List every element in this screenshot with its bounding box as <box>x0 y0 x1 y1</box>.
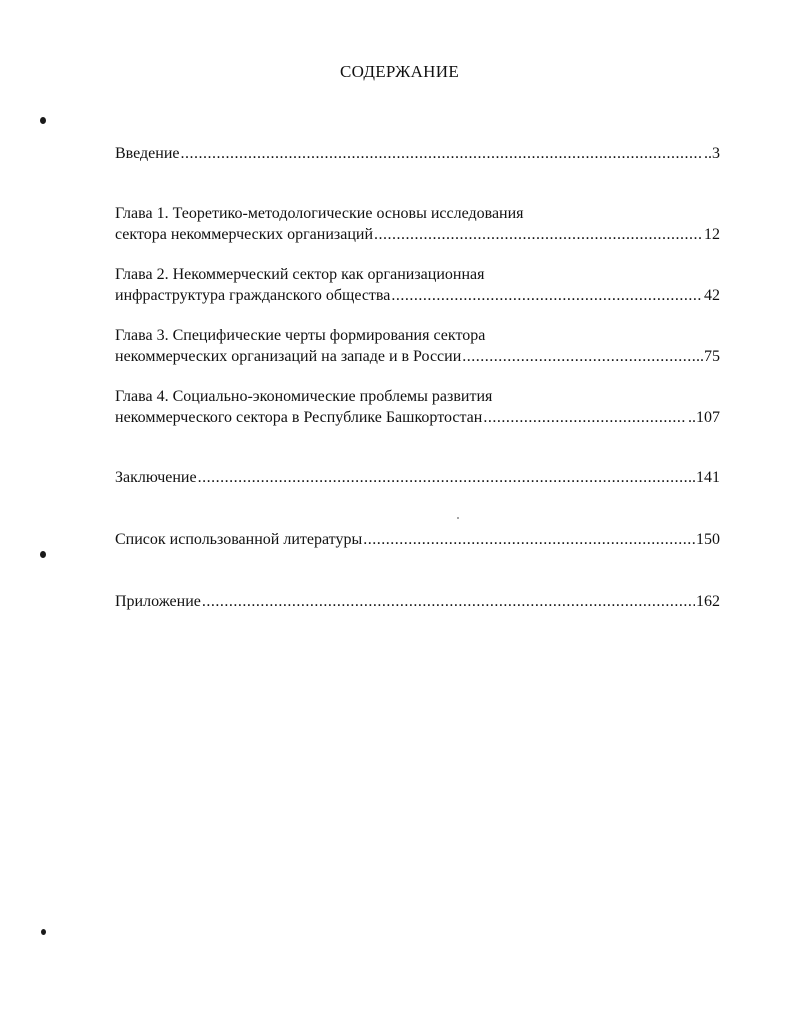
toc-entry-title: Приложение <box>115 593 201 610</box>
toc-page-number: 150 <box>696 531 720 548</box>
toc-page-number: ..75 <box>696 348 720 365</box>
toc-leader-dots <box>181 143 704 164</box>
binding-mark <box>40 551 46 558</box>
toc-entry-title-cont: сектора некоммерческих организаций <box>115 226 373 243</box>
toc-entry-intro[interactable] <box>115 143 720 164</box>
toc-leader-dots <box>198 467 687 488</box>
toc-page-number: 162 <box>696 593 720 610</box>
toc-leader-dots <box>462 346 695 367</box>
toc-page-number: ..107 <box>688 409 720 426</box>
toc-entry-appendix[interactable] <box>115 591 720 612</box>
toc-page-number: 42 <box>704 287 720 304</box>
toc-entry-title: Заключение <box>115 469 197 486</box>
toc-entry-title: Глава 1. Теоретико-методологические основы исследования <box>115 205 524 222</box>
page-title: СОДЕРЖАНИЕ <box>339 62 460 81</box>
toc-entry-chapter-2[interactable] <box>115 264 720 306</box>
scan-speck <box>457 517 459 519</box>
toc-leader-dots <box>483 407 687 428</box>
binding-mark <box>41 929 46 935</box>
toc-entry-conclusion[interactable] <box>115 467 720 488</box>
toc-entry-title: Глава 3. Специфические черты формирования сектора <box>115 327 486 344</box>
toc-page-number: 12 <box>704 226 720 243</box>
toc-leader-dots <box>363 529 695 550</box>
toc-leader-dots <box>202 591 695 612</box>
toc-entry-title: Глава 2. Некоммерческий сектор как организационная <box>115 266 485 283</box>
toc-leader-dots <box>391 285 703 306</box>
toc-entry-title-cont: некоммерческих организаций на западе и в России <box>115 348 462 365</box>
toc-entry-title: Список использованной литературы <box>115 531 363 548</box>
binding-mark <box>40 117 46 124</box>
toc-entry-title: Введение <box>115 145 180 162</box>
toc-entry-title-cont: инфраструктура гражданского общества <box>115 287 391 304</box>
toc-page-number: ..141 <box>688 469 720 486</box>
toc-leader-dots <box>374 224 703 245</box>
toc-page-number: ..3 <box>704 145 720 162</box>
toc-entry-title: Глава 4. Социально-экономические проблемы развития <box>115 388 493 405</box>
toc-entry-title-cont: некоммерческого сектора в Республике Башкортостан <box>115 409 483 426</box>
toc-entry-chapter-1[interactable] <box>115 203 720 245</box>
toc-entry-chapter-4[interactable] <box>115 386 720 428</box>
toc-entry-literature[interactable] <box>115 529 720 550</box>
toc-entry-chapter-3[interactable] <box>115 325 720 367</box>
